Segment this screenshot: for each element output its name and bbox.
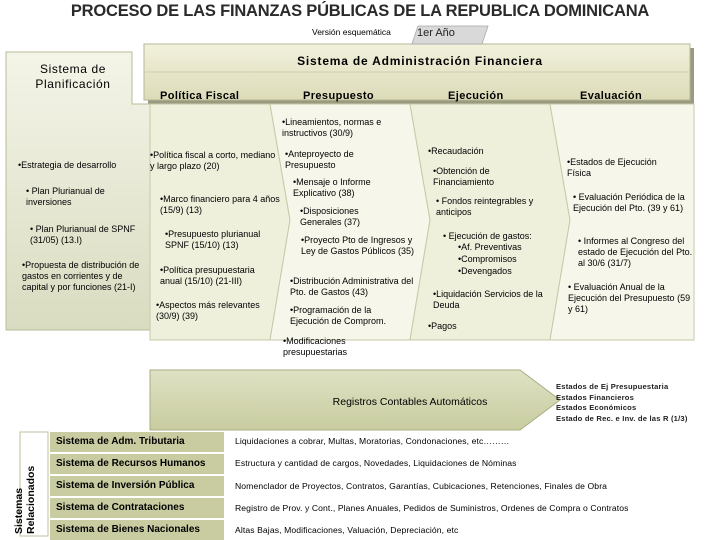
- accounting-label: Registros Contables Automáticos: [332, 396, 488, 408]
- planning-title-line2: Planificación: [35, 77, 111, 91]
- fiscal-policy: •Política fiscal a corto, mediano y largo plazo (20): [150, 150, 276, 171]
- planning-spnf-plan: • Plan Plurianual de SPNF (31/05) (13.I): [30, 224, 136, 245]
- execution-expense-2: •Compromisos: [458, 254, 517, 264]
- execution-financing: •Obtención de Financiamiento: [433, 166, 495, 187]
- execution-expense-header: • Ejecución de gastos:: [443, 231, 532, 241]
- column-execution: Ejecución: [448, 90, 504, 102]
- related-label-line1: Sistemas: [13, 487, 25, 534]
- year-tag: 1er Año: [417, 27, 455, 39]
- budget-message: •Mensaje o Informe Explicativo (38): [293, 177, 371, 198]
- budget-modifications: •Modificaciones presupuestarias: [283, 336, 348, 357]
- budget-distribution: •Distribución Administrativa del Pto. de Gastos (43): [290, 276, 414, 297]
- fiscal-relevant: •Aspectos más relevantes (30/9) (39): [156, 300, 260, 321]
- related-label-line2: Relacionados: [25, 465, 37, 534]
- statement-item: Estados de Ej Presupuestaria: [556, 382, 669, 391]
- statement-item: Estados Económicos: [556, 403, 637, 412]
- related-system-name: Sistema de Recursos Humanos: [56, 458, 206, 469]
- financial-system-title: Sistema de Administración Financiera: [297, 54, 543, 68]
- related-system-name: Sistema de Bienes Nacionales: [56, 524, 200, 535]
- guidelines-text: •Lineamientos, normas e instructivos (30/9): [282, 117, 382, 138]
- statement-item: Estados Financieros: [556, 392, 635, 402]
- evaluation-congress: • Informes al Congreso del estado de Ejecución del Pto. al 30/6 (31/7): [578, 236, 693, 268]
- planning-multiyear-plan: • Plan Plurianual de inversiones: [26, 186, 105, 207]
- evaluation-annual: • Evaluación Anual de la Ejecución del Presupuesto (59 y 61): [568, 282, 691, 314]
- fiscal-annual-policy: •Política presupuestaria anual (15/10) (21-III): [160, 265, 255, 286]
- execution-payments: •Pagos: [428, 321, 457, 331]
- related-system-name: Sistema de Inversión Pública: [56, 480, 195, 491]
- version-label: Versión esquemática: [312, 27, 391, 37]
- statement-item: Estado de Rec. e Inv. de las R (1/3): [556, 413, 688, 423]
- budget-programming: •Programación de la Ejecución de Comprom.: [290, 305, 387, 326]
- related-system-desc: Estructura y cantidad de cargos, Novedades, Liquidaciones de Nóminas: [235, 458, 517, 468]
- related-system-desc: Registro de Prov. y Cont., Planes Anuales, Pedidos de Suministros, Ordenes de Compra o Contratos: [235, 503, 629, 513]
- planning-title: [8, 62, 138, 92]
- planning-strategy: •Estrategia de desarrollo: [18, 160, 117, 170]
- budget-provisions: •Disposiciones Generales (37): [300, 206, 361, 227]
- statements-list: [556, 382, 688, 424]
- evaluation-physical: •Estados de Ejecución Física: [567, 157, 657, 178]
- related-system-desc: Altas Bajas, Modificaciones, Valuación, Depreciación, etc: [235, 525, 459, 535]
- planning-title-line1: Sistema de: [39, 62, 107, 76]
- evaluation-periodic: • Evaluación Periódica de la Ejecución del Pto. (39 y 61): [573, 192, 685, 213]
- budget-draft: •Anteproyecto de Presupuesto: [285, 149, 354, 170]
- column-fiscal: Política Fiscal: [160, 90, 240, 102]
- planning-distribution: •Propuesta de distribución de gastos en corrientes y de capital y por funciones (21-I): [22, 260, 140, 292]
- related-system-desc: Liquidaciones a cobrar, Multas, Moratorias, Condonaciones, etc………: [235, 436, 510, 446]
- execution-expense-1: •Af. Preventivas: [458, 242, 522, 252]
- page-title: PROCESO DE LAS FINANZAS PÚBLICAS DE LA REPUBLICA DOMINICANA: [70, 2, 650, 20]
- execution-settlement: •Liquidación Servicios de la Deuda: [433, 289, 543, 310]
- execution-funds: • Fondos reintegrables y anticipos: [436, 196, 534, 217]
- fiscal-framework: •Marco financiero para 4 años (15/9) (13): [160, 194, 280, 215]
- column-evaluation: Evaluación: [580, 90, 643, 102]
- execution-expense-3: •Devengados: [458, 266, 512, 276]
- related-systems-label: [4, 430, 48, 538]
- budget-bill: •Proyecto Pto de Ingresos y Ley de Gastos Públicos (35): [301, 235, 415, 256]
- related-system-name: Sistema de Adm. Tributaria: [56, 436, 185, 447]
- execution-collection: •Recaudación: [428, 146, 484, 156]
- related-system-name: Sistema de Contrataciones: [56, 502, 185, 513]
- fiscal-spnf-budget: •Presupuesto plurianual SPNF (15/10) (13): [165, 229, 261, 250]
- related-system-desc: Nomenclador de Proyectos, Contratos, Garantías, Cubicaciones, Retenciones, Finales de Obra: [235, 481, 608, 491]
- column-budget: Presupuesto: [303, 90, 375, 102]
